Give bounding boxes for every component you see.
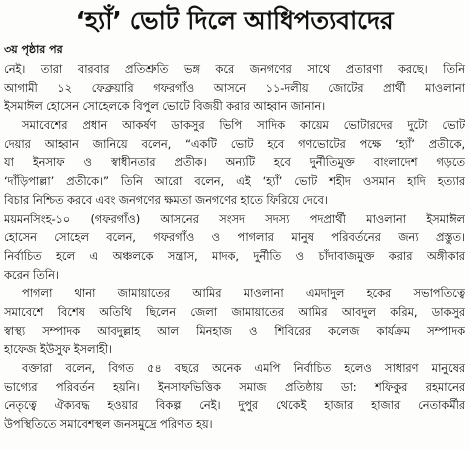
paragraph-2 bbox=[4, 116, 465, 209]
text-line: পাগলা থানা জামায়াতের আমির মাওলানা এমদাদুল হকের সভাপতিত্বে bbox=[22, 286, 465, 301]
paragraph-5 bbox=[4, 359, 465, 434]
text-line: হাফেজ ইউসুফ ইসলাহী। bbox=[4, 342, 112, 357]
text-line: ইসমাঈল হোসেন সোহেলকে বিপুল ভোটে বিজয়ী করার আহ্বান জানান। bbox=[4, 99, 326, 114]
text-line: ভাগ্যের পরিবর্তন হয়নি। ইনসাফভিত্তিক সমাজ প্রতিষ্ঠায় ডা: শফিকুর রহমানের bbox=[4, 379, 465, 394]
headline: ‘হ্যাঁ’ ভোট দিলে আধিপত্যবাদের bbox=[75, 6, 394, 35]
text-line: করেন তিনি। bbox=[4, 267, 59, 282]
text-line: উপস্থিতিতে সমাবেশস্থল জনসমুদ্রে পরিণত হয়। bbox=[4, 417, 213, 432]
text-line: বক্তারা বলেন, বিগত ৫৪ বছরে অনেক এমপি নির্বাচিত হলেও সাধারণ মানুষের bbox=[22, 361, 465, 375]
continuation-note: ৩য় পৃষ্ঠার পর bbox=[4, 43, 63, 56]
paragraph-4 bbox=[4, 284, 465, 359]
text-line: ময়মনসিংহ-১০ (গফরগাঁও) আসনের সংসদ সদস্য পদপ্রার্থী মাওলানা ইসমাঈল bbox=[4, 211, 465, 226]
text-line: সমাবেশে বিশেষ অতিথি ছিলেন জেলা জামায়াতের আমির আবদুল করিম, ডাকসুর bbox=[4, 304, 465, 319]
text-line: যা ইনসাফ ও স্বাধীনতার প্রতীক। অন্যটি হবে দুর্নীতিমুক্ত বাংলাদেশ গড়তে bbox=[4, 155, 465, 170]
text-line: দেয়ার আহ্বান জানিয়ে বলেন, “একটি ভোট হবে গণভোটের পক্ষে ‘হ্যাঁ’ প্রতীকে, bbox=[4, 136, 465, 151]
text-line: হোসেন সোহেল বলেন, গফরগাঁও ও পাগলার মানুষ পরিবর্তনের জন্য প্রস্তুত। bbox=[4, 230, 465, 245]
text-line: সমাবেশের প্রধান আকর্ষণ ডাকসুর ভিপি সাদিক কায়েম ভোটারদের দুটো ভোট bbox=[22, 118, 465, 133]
paragraph-1 bbox=[4, 60, 465, 116]
text-line: ‘দাঁড়িপাল্লা’ প্রতীকে।” তিনি আরো বলেন, এই ‘হ্যাঁ’ ভোট শহীদ ওসমান হাদি হত্যার bbox=[4, 174, 465, 189]
text-line: আগামী ১২ ফেব্রুয়ারি গফরগাঁও আসনে ১১-দলীয় জোটের প্রার্থী মাওলানা bbox=[4, 80, 465, 95]
article-body bbox=[4, 60, 465, 434]
text-line: স্বাস্থ্য সম্পাদক আবদুল্লাহ আল মিনহাজ ও শিবিরের কলেজ কার্যক্রম সম্পাদক bbox=[4, 323, 465, 338]
text-line: বিচার নিশ্চিত করবে এবং জনগণের ক্ষমতা জনগণের হাতে ফিরিয়ে দেবে। bbox=[4, 192, 328, 207]
text-line: নির্বাচিত হলে এ অঞ্চলকে সন্ত্রাস, মাদক, দুর্নীতি ও চাঁদাবাজমুক্ত করার অঙ্গীকার bbox=[4, 248, 465, 263]
text-line: নেই। তারা বারবার প্রতিশ্রুতি ভঙ্গ করে জনগণের সাথে প্রতারণা করছে। তিনি bbox=[4, 62, 465, 76]
text-line: নেতৃত্বে ঐক্যবদ্ধ হওয়ার বিকল্প নেই। দুপুর থেকেই হাজার হাজার নেতাকর্মীর bbox=[4, 398, 465, 413]
paragraph-3 bbox=[4, 210, 465, 285]
